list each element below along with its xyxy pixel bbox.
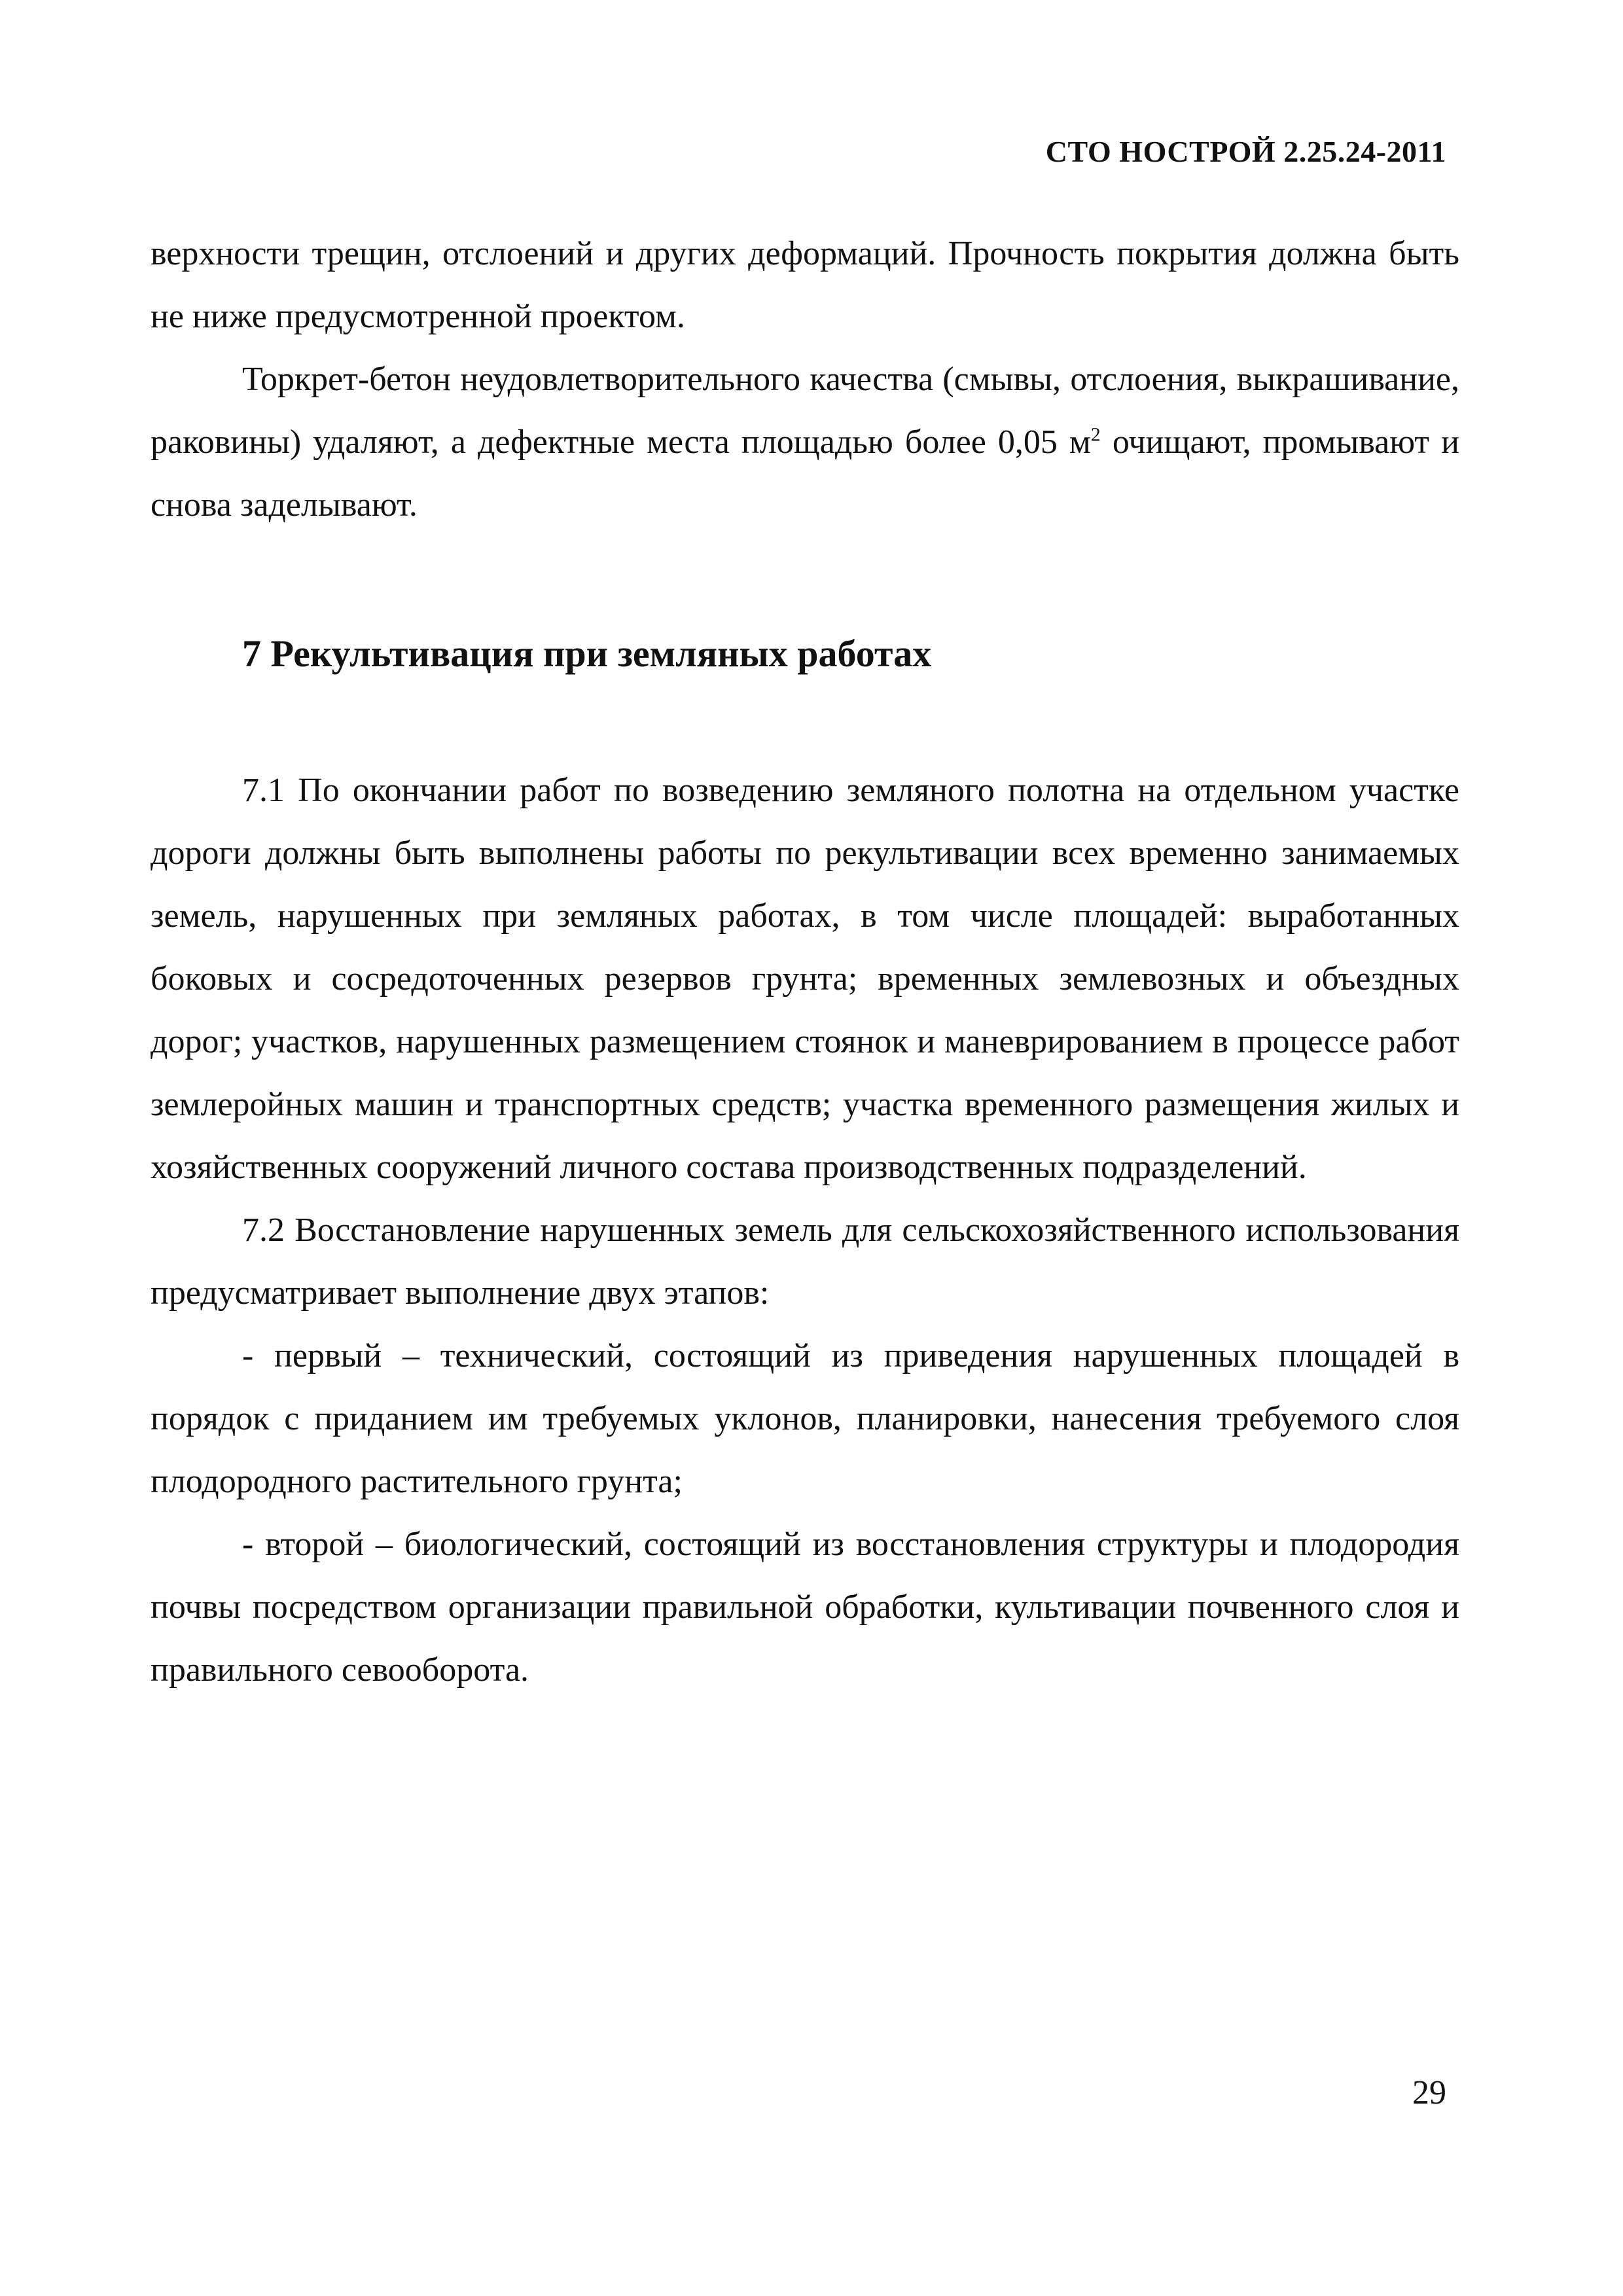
paragraph-7-1: 7.1 По окончании работ по возведению земляного полотна на отдельном участке дороги должны быть выполнены работы по рекультивации всех временно занимаемых земель, нарушенных при земляных работах, в том числе площадей: выработанных боковых и сосредоточенных резервов грунта; временных землевозных и объездных дорог; участков, нарушенных размещением стоянок и маневрированием в процессе работ землеройных машин и транспортных средств; участка временного размещения жилых и хозяйственных сооружений личного состава производственных подразделений. — [151, 772, 1459, 1186]
list-item-first-stage: - первый – технический, состоящий из приведения нарушенных площадей в порядок с приданием им требуемых уклонов, планировки, нанесения требуемого слоя плодородного растительного грунта; — [151, 1337, 1459, 1500]
text-block-section — [151, 759, 1459, 1702]
paragraph-torkret — [151, 348, 1459, 537]
paragraph-torkret-text-end: очищают, промывают и снова заделывают. — [151, 423, 1459, 524]
paragraph-continuation: верхности трещин, отслоений и других деформаций. Прочность покрытия должна быть не ниже предусмотренной проектом. — [151, 235, 1459, 335]
section-heading: 7 Рекультивация при земляных работах — [242, 632, 932, 675]
paragraph-7-2: 7.2 Восстановление нарушенных земель для сельскохозяйственного использования предусматривает выполнение двух этапов: — [151, 1211, 1459, 1312]
list-item-second-stage: - второй – биологический, состоящий из восстановления структуры и плодородия почвы посредством организации правильной обработки, культивации почвенного слоя и правильного севооборота. — [151, 1526, 1459, 1689]
document-code-header: СТО НОСТРОЙ 2.25.24-2011 — [1045, 135, 1446, 168]
paragraph-torkret-text: Торкрет-бетон неудовлетворительного качества (смывы, отслоения, выкрашивание, раковины) удаляют, а дефектные места площадью более 0,05 м — [151, 361, 1459, 461]
page-number: 29 — [1412, 2074, 1446, 2111]
superscript-2: 2 — [1090, 423, 1101, 446]
text-block-top — [151, 223, 1459, 537]
